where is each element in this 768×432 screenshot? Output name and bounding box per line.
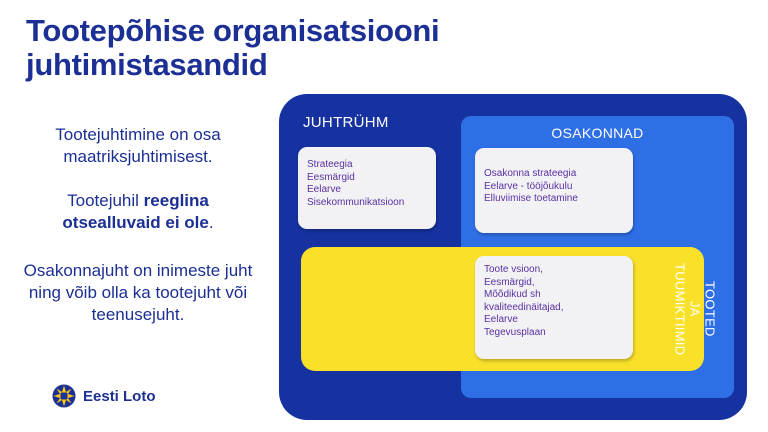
card-item: Eelarve - tööjõukulu <box>484 180 573 192</box>
products-and-core-teams-label <box>670 250 720 368</box>
card-item: Tegevusplaan <box>484 326 546 338</box>
paragraph-product-manager: Tootejuhil reeglina otsealluvaid ei ole. <box>62 191 214 232</box>
band-label-line-3: TUUMIKTIIMID <box>672 262 688 356</box>
departments-card <box>475 148 633 233</box>
card-item: Mõõdikud sh <box>484 289 541 300</box>
card-item: Elluviimise toetamine <box>484 193 578 204</box>
paragraph-department-head: Osakonnajuht on inimeste juht ning võib olla ka tootejuht või teenusejuht. <box>23 261 253 324</box>
card-item: Toote vsioon, <box>484 264 543 275</box>
eesti-loto-logo <box>52 384 156 408</box>
card-item: Strateegia <box>307 159 353 170</box>
slide-title-line-1: Tootepõhise organisatsiooni <box>26 13 440 48</box>
slide-title <box>26 14 439 82</box>
card-item: Eelarve <box>484 314 518 325</box>
band-label-line-1: TOOTED <box>702 281 718 337</box>
emphasis-no-direct-reports: reeglina otsealluvaid ei ole <box>62 191 209 232</box>
departments-label: OSAKONNAD <box>551 125 644 141</box>
management-team-label: JUHTRÜHM <box>303 114 389 131</box>
card-item: kvaliteedinäitajad, <box>484 301 564 313</box>
card-item: Eelarve <box>307 184 341 195</box>
slide-title-line-2: juhtimistasandid <box>26 47 268 82</box>
eesti-loto-sun-icon <box>52 384 76 408</box>
card-item: Eesmärgid, <box>484 276 535 288</box>
card-item: Sisekommunikatsioon <box>307 196 405 208</box>
logo-label: Eesti Loto <box>83 387 156 405</box>
management-team-card <box>298 147 436 229</box>
card-item: Eesmärgid <box>307 171 355 183</box>
products-card <box>475 256 633 359</box>
band-label-line-2: JA <box>687 301 703 317</box>
card-item: Osakonna strateegia <box>484 168 577 179</box>
paragraph-matrix-management: Tootejuhtimine on osa maatriksjuhtimisest. <box>55 125 221 166</box>
